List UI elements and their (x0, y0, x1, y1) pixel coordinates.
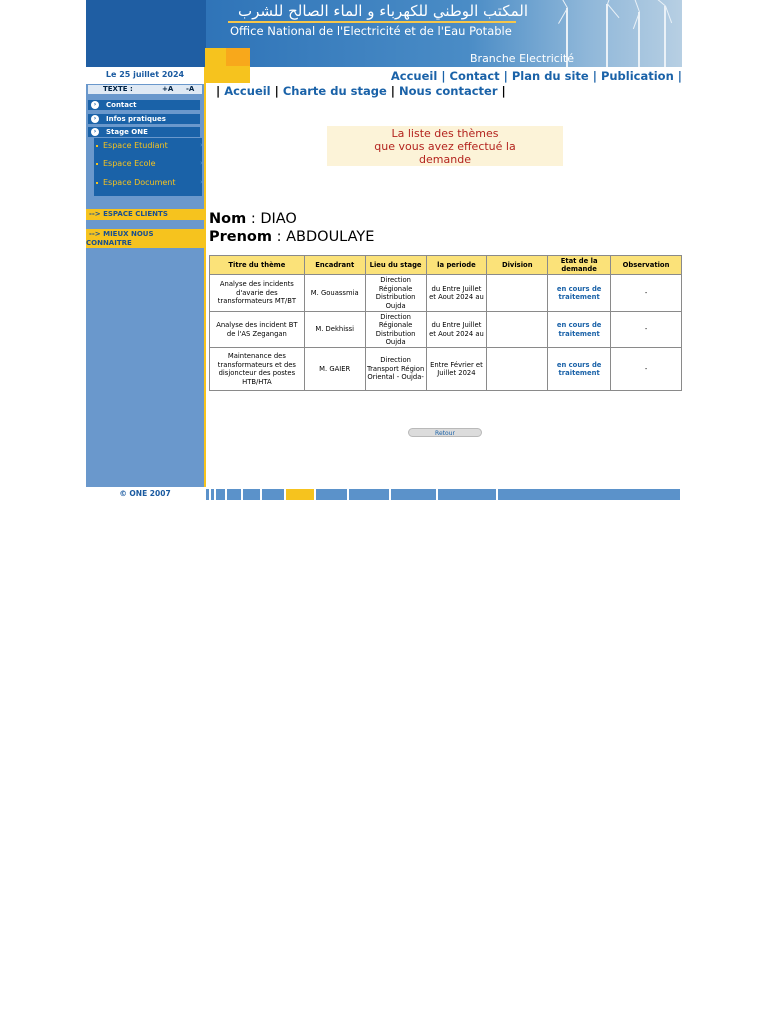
top-navigation (255, 69, 682, 83)
col-header-division: Division (487, 256, 548, 275)
text-size-increase[interactable]: +A (162, 85, 174, 93)
turbine-blade (558, 0, 568, 8)
col-header-lieu: Lieu du stage (365, 256, 426, 275)
cell-lieu: Direction Transport Région Oriental - Oujda- (365, 348, 426, 391)
nav-separator: | (592, 69, 601, 83)
retour-button[interactable]: Retour (408, 428, 482, 437)
footer-segment (316, 489, 347, 500)
submenu-item-label: Espace Etudiant (103, 141, 168, 150)
cell-periode: du Entre Juillet et Aout 2024 au (426, 275, 487, 312)
notice-line: demande (419, 153, 471, 166)
header-banner (86, 0, 682, 67)
footer-segment (216, 489, 225, 500)
cell-observation: - (611, 348, 682, 391)
cell-etat: en cours de traitement (548, 348, 611, 391)
chevron-right-icon: › (200, 178, 203, 186)
banner-left-panel (86, 0, 206, 67)
submenu-item-espace-document[interactable] (96, 178, 203, 187)
link-line: --> MIEUX NOUS (89, 230, 154, 238)
cell-observation: - (611, 275, 682, 312)
subnav-charte-du-stage[interactable]: Charte du stage (282, 84, 387, 98)
footer-segment (262, 489, 284, 500)
turbine-blade (633, 0, 640, 12)
mieux-nous-connaitre-link[interactable] (86, 229, 204, 248)
cell-titre: Analyse des incident BT de l'AS Zegangan (210, 312, 305, 348)
footer-segment (438, 489, 496, 500)
notice-line: La liste des thèmes (391, 127, 499, 140)
banner-divider (228, 21, 516, 23)
sidebar-item-label: Contact (106, 101, 137, 109)
submenu-item-espace-ecole[interactable] (96, 159, 203, 168)
nav-plan-du-site[interactable]: Plan du site (511, 69, 589, 83)
secondary-navigation (216, 84, 506, 98)
notice-line: que vous avez effectué la (374, 140, 516, 153)
cell-etat: en cours de traitement (548, 312, 611, 348)
link-line: CONNAITRE (86, 239, 132, 247)
footer-segment (349, 489, 389, 500)
circle-arrow-icon: › (91, 128, 99, 136)
turbine-tower (606, 4, 608, 67)
nav-separator: | (216, 84, 225, 98)
col-header-titre: Titre du thème (210, 256, 305, 275)
cell-division (487, 275, 548, 312)
cell-lieu: Direction Régionale Distribution Oujda (365, 275, 426, 312)
bullet-icon (96, 163, 98, 165)
col-header-encadrant: Encadrant (304, 256, 365, 275)
table-row (210, 312, 682, 348)
sidebar-item-label: Infos pratiques (106, 115, 166, 123)
col-header-periode: la periode (426, 256, 487, 275)
turbine-tower (638, 12, 640, 67)
sidebar-item-infos-pratiques[interactable] (88, 114, 200, 124)
banner-french-title: Office National de l'Electricité et de l'Eau Potable (230, 24, 512, 38)
nav-contact[interactable]: Contact (449, 69, 500, 83)
sidebar-item-label: Stage ONE (106, 128, 148, 136)
footer-bar (206, 489, 680, 500)
turbine-blade (651, 0, 665, 6)
decor-orange-square (226, 48, 250, 66)
chevron-right-icon: › (200, 159, 203, 167)
themes-table (209, 255, 682, 391)
nom-value: DIAO (260, 211, 297, 227)
themes-notice (327, 126, 563, 166)
cell-division (487, 348, 548, 391)
cell-observation: - (611, 312, 682, 348)
footer-segment-highlight (286, 489, 314, 500)
chevron-right-icon: › (200, 141, 203, 149)
sidebar-item-stage-one[interactable] (88, 127, 200, 137)
nav-publication[interactable]: Publication (600, 69, 674, 83)
espace-clients-link[interactable]: --> ESPACE CLIENTS (86, 209, 204, 220)
nav-separator: | (677, 69, 682, 83)
cell-periode: Entre Février et Juillet 2024 (426, 348, 487, 391)
turbine-blade (607, 0, 614, 4)
bullet-icon (96, 182, 98, 184)
circle-arrow-icon: › (91, 115, 99, 123)
copyright: © ONE 2007 (119, 489, 171, 498)
cell-division (487, 312, 548, 348)
submenu-item-label: Espace Ecole (103, 159, 156, 168)
text-size-decrease[interactable]: -A (186, 85, 195, 93)
submenu-item-label: Espace Document (103, 178, 176, 187)
sidebar-item-contact[interactable] (88, 100, 200, 110)
nav-accueil[interactable]: Accueil (390, 69, 438, 83)
bullet-icon (96, 145, 98, 147)
table-row (210, 275, 682, 312)
banner-arabic-title: المكتب الوطني للكهرباء و الماء الصالح للشرب (238, 2, 528, 20)
banner-branch-label: Branche Electricité (470, 52, 574, 65)
cell-encadrant: M. Gouassmia (304, 275, 365, 312)
turbine-tower (664, 6, 666, 67)
footer-segment (211, 489, 214, 500)
footer-segment (498, 489, 680, 500)
circle-arrow-icon: › (91, 101, 99, 109)
text-size-control (88, 85, 202, 94)
text-size-label: TEXTE : (103, 85, 133, 93)
table-row (210, 348, 682, 391)
stage-submenu (94, 138, 202, 196)
nav-separator: | (441, 69, 450, 83)
prenom-row: Prenom : ABDOULAYE (209, 229, 375, 245)
table-header-row (210, 256, 682, 275)
footer-segment (243, 489, 260, 500)
col-header-observation: Observation (611, 256, 682, 275)
footer-segment (227, 489, 241, 500)
subnav-nous-contacter[interactable]: Nous contacter (399, 84, 498, 98)
cell-etat: en cours de traitement (548, 275, 611, 312)
subnav-accueil[interactable]: Accueil (224, 84, 271, 98)
nom-row: Nom : DIAO (209, 211, 297, 227)
turbine-blade (607, 4, 619, 18)
cell-periode: du Entre Juillet et Aout 2024 au (426, 312, 487, 348)
prenom-value: ABDOULAYE (286, 229, 375, 245)
nav-separator: | (503, 69, 512, 83)
nom-label: Nom (209, 211, 247, 227)
cell-titre: Analyse des incidents d'avarie des transformateurs MT/BT (210, 275, 305, 312)
footer-segment (391, 489, 436, 500)
footer-segment (206, 489, 209, 500)
current-date: Le 25 juillet 2024 (86, 67, 204, 84)
nav-separator: | (390, 84, 400, 98)
nav-separator: | (274, 84, 283, 98)
turbine-blade (665, 6, 672, 23)
prenom-label: Prenom (209, 229, 273, 245)
col-header-etat: Etat de la demande (548, 256, 611, 275)
cell-encadrant: M. Dekhissi (304, 312, 365, 348)
submenu-item-espace-etudiant[interactable] (96, 141, 203, 150)
cell-titre: Maintenance des transformateurs et des disjoncteur des postes HTB/HTA (210, 348, 305, 391)
cell-encadrant: M. GAIER (304, 348, 365, 391)
cell-lieu: Direction Régionale Distribution Oujda (365, 312, 426, 348)
nav-separator: | (501, 84, 506, 98)
